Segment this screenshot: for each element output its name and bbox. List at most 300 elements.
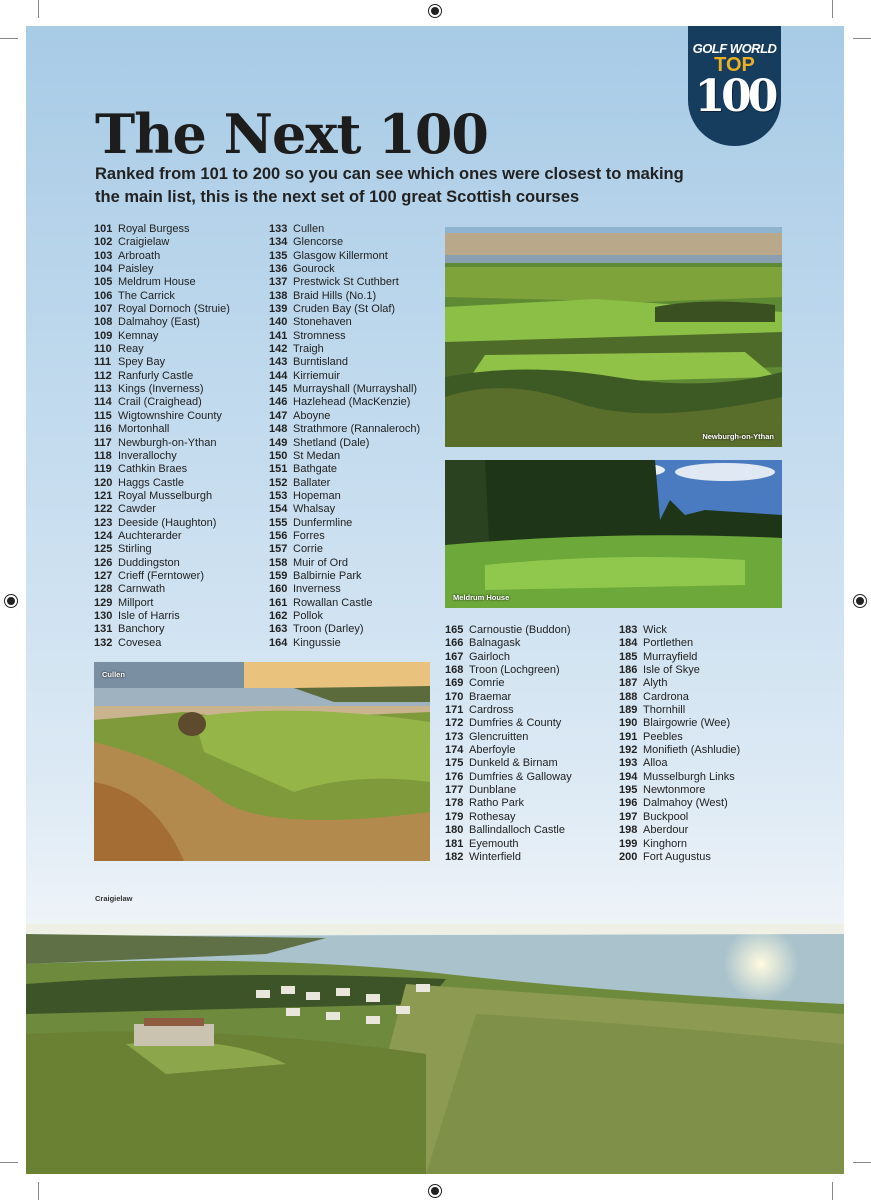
ranking-item xyxy=(445,811,572,824)
course-name: Rowallan Castle xyxy=(293,596,373,609)
ranking-list-101-132 xyxy=(94,223,230,650)
ranking-item xyxy=(445,731,572,744)
course-name: Portlethen xyxy=(643,637,694,650)
course-name: Muir of Ord xyxy=(293,556,349,569)
ranking-item xyxy=(269,517,420,530)
course-name: Braemar xyxy=(469,690,512,703)
ranking-number: 197 xyxy=(619,810,638,823)
ranking-number: 129 xyxy=(94,596,113,609)
ranking-number: 175 xyxy=(445,757,464,770)
ranking-number: 199 xyxy=(619,837,638,850)
ranking-number: 178 xyxy=(445,797,464,810)
ranking-item xyxy=(269,543,420,556)
course-name: Troon (Lochgreen) xyxy=(469,664,560,677)
ranking-number: 143 xyxy=(269,356,288,369)
ranking-number: 107 xyxy=(94,303,113,316)
ranking-number: 141 xyxy=(269,329,288,342)
course-name: Murrayfield xyxy=(643,650,698,663)
ranking-number: 111 xyxy=(94,356,112,369)
course-name: Reay xyxy=(118,343,144,356)
ranking-number: 103 xyxy=(94,249,113,262)
ranking-item xyxy=(269,437,420,450)
ranking-item xyxy=(269,477,420,490)
ranking-item xyxy=(269,463,420,476)
ranking-number: 153 xyxy=(269,489,288,502)
course-name: Royal Dornoch (Struie) xyxy=(118,303,230,316)
ranking-number: 191 xyxy=(619,730,638,743)
course-name: Gairloch xyxy=(469,650,510,663)
registration-mark xyxy=(428,4,442,18)
course-name: Newburgh-on-Ythan xyxy=(118,436,217,449)
ranking-number: 102 xyxy=(94,236,113,249)
ranking-number: 167 xyxy=(445,650,464,663)
ranking-item xyxy=(94,570,230,583)
ranking-number: 200 xyxy=(619,850,638,863)
course-name: Inverness xyxy=(293,583,341,596)
ranking-number: 179 xyxy=(445,810,464,823)
course-name: Royal Burgess xyxy=(118,223,190,235)
course-name: Dunblane xyxy=(469,784,517,797)
course-name: Newtonmore xyxy=(643,784,706,797)
course-name: Covesea xyxy=(118,636,162,649)
crop-mark xyxy=(853,1162,871,1163)
course-name: Cardrona xyxy=(643,690,689,703)
ranking-number: 196 xyxy=(619,797,638,810)
ranking-item xyxy=(269,410,420,423)
photo-caption: Cullen xyxy=(102,670,125,679)
ranking-item xyxy=(94,437,230,450)
course-name: Royal Musselburgh xyxy=(118,489,213,502)
ranking-number: 124 xyxy=(94,529,113,542)
ranking-number: 181 xyxy=(445,837,464,850)
ranking-item xyxy=(94,583,230,596)
ranking-item xyxy=(619,664,740,677)
ranking-number: 162 xyxy=(269,609,288,622)
ranking-number: 166 xyxy=(445,637,464,650)
registration-mark xyxy=(853,594,867,608)
course-name: Gourock xyxy=(293,263,335,276)
course-name: Alyth xyxy=(643,677,668,690)
course-name: Carnoustie (Buddon) xyxy=(469,624,571,636)
ranking-item xyxy=(269,303,420,316)
ranking-number: 110 xyxy=(94,343,112,356)
crop-mark xyxy=(0,1162,18,1163)
newburgh-photo xyxy=(445,227,782,447)
ranking-item xyxy=(619,651,740,664)
page-subtitle: Ranked from 101 to 200 so you can see which ones were closest to making the main list, this is the next set of 100 great Scottish courses xyxy=(95,165,684,206)
ranking-item xyxy=(269,570,420,583)
ranking-number: 184 xyxy=(619,637,638,650)
ranking-item xyxy=(619,838,740,851)
course-name: Comrie xyxy=(469,677,505,690)
ranking-list-165-182 xyxy=(445,624,572,864)
ranking-item xyxy=(445,704,572,717)
ranking-number: 177 xyxy=(445,784,464,797)
course-name: Troon (Darley) xyxy=(293,623,364,636)
ranking-number: 165 xyxy=(445,624,464,636)
ranking-number: 118 xyxy=(94,449,112,462)
ranking-number: 193 xyxy=(619,757,638,770)
ranking-item xyxy=(94,530,230,543)
ranking-item xyxy=(619,824,740,837)
ranking-item xyxy=(269,597,420,610)
ranking-number: 189 xyxy=(619,704,638,717)
ranking-item xyxy=(445,624,572,637)
ranking-item xyxy=(94,223,230,236)
course-name: Millport xyxy=(118,596,154,609)
meldrum-photo xyxy=(445,460,782,608)
course-name: Ballindalloch Castle xyxy=(469,824,565,837)
ranking-item xyxy=(94,597,230,610)
ranking-item xyxy=(445,757,572,770)
course-name: Carnwath xyxy=(118,583,166,596)
ranking-item xyxy=(269,276,420,289)
ranking-number: 121 xyxy=(94,489,113,502)
ranking-number: 135 xyxy=(269,249,288,262)
ranking-item xyxy=(94,383,230,396)
ranking-number: 131 xyxy=(94,623,113,636)
ranking-number: 198 xyxy=(619,824,638,837)
course-name: Balnagask xyxy=(469,637,521,650)
crop-mark xyxy=(832,0,833,18)
ranking-number: 150 xyxy=(269,449,288,462)
registration-mark xyxy=(428,1184,442,1198)
badge-top: TOP xyxy=(714,54,755,76)
course-name: Banchory xyxy=(118,623,165,636)
ranking-number: 187 xyxy=(619,677,638,690)
course-name: Prestwick St Cuthbert xyxy=(293,276,399,289)
course-name: Dalmahoy (West) xyxy=(643,797,728,810)
ranking-number: 169 xyxy=(445,677,464,690)
ranking-item xyxy=(619,851,740,864)
ranking-item xyxy=(445,797,572,810)
course-name: Cardross xyxy=(469,704,514,717)
ranking-item xyxy=(445,691,572,704)
course-name: Mortonhall xyxy=(118,423,170,436)
ranking-item xyxy=(269,316,420,329)
ranking-number: 144 xyxy=(269,369,288,382)
ranking-number: 123 xyxy=(94,516,113,529)
ranking-number: 134 xyxy=(269,236,288,249)
course-name: Stromness xyxy=(293,329,346,342)
ranking-number: 168 xyxy=(445,664,464,677)
craigielaw-photo xyxy=(26,924,844,1174)
ranking-number: 130 xyxy=(94,609,113,622)
course-name: Isle of Harris xyxy=(118,609,180,622)
ranking-item xyxy=(94,250,230,263)
ranking-number: 183 xyxy=(619,624,638,636)
registration-mark xyxy=(4,594,18,608)
ranking-item xyxy=(269,236,420,249)
ranking-number: 117 xyxy=(94,436,112,449)
course-name: Haggs Castle xyxy=(118,476,185,489)
course-name: Duddingston xyxy=(118,556,180,569)
ranking-item xyxy=(269,503,420,516)
course-name: Dalmahoy (East) xyxy=(118,316,200,329)
course-name: Aberdour xyxy=(643,824,689,837)
course-name: Ballater xyxy=(293,476,331,489)
ranking-number: 163 xyxy=(269,623,288,636)
course-name: Aboyne xyxy=(293,409,331,422)
magazine-page xyxy=(26,26,844,1174)
ranking-item xyxy=(445,637,572,650)
ranking-number: 171 xyxy=(445,704,464,717)
ranking-item xyxy=(445,771,572,784)
ranking-number: 173 xyxy=(445,730,464,743)
ranking-item xyxy=(445,838,572,851)
ranking-number: 146 xyxy=(269,396,288,409)
ranking-number: 158 xyxy=(269,556,288,569)
ranking-item xyxy=(445,717,572,730)
ranking-number: 157 xyxy=(269,543,288,556)
ranking-item xyxy=(619,677,740,690)
course-name: Shetland (Dale) xyxy=(293,436,370,449)
course-name: Bathgate xyxy=(293,463,338,476)
ranking-item xyxy=(94,290,230,303)
ranking-number: 122 xyxy=(94,503,113,516)
ranking-number: 185 xyxy=(619,650,638,663)
course-name: Whalsay xyxy=(293,503,336,516)
ranking-number: 159 xyxy=(269,569,288,582)
course-name: Spey Bay xyxy=(118,356,166,369)
ranking-number: 154 xyxy=(269,503,288,516)
ranking-item xyxy=(269,383,420,396)
course-name: Kings (Inverness) xyxy=(118,383,204,396)
ranking-number: 139 xyxy=(269,303,288,316)
course-name: Hopeman xyxy=(293,489,341,502)
ranking-item xyxy=(269,450,420,463)
crop-mark xyxy=(832,1182,833,1200)
ranking-item xyxy=(94,316,230,329)
course-name: Deeside (Haughton) xyxy=(118,516,217,529)
course-name: Ratho Park xyxy=(469,797,525,810)
ranking-item xyxy=(445,677,572,690)
ranking-item xyxy=(94,623,230,636)
course-name: Paisley xyxy=(118,263,154,276)
ranking-item xyxy=(269,637,420,650)
ranking-number: 137 xyxy=(269,276,288,289)
ranking-number: 109 xyxy=(94,329,113,342)
ranking-item xyxy=(94,303,230,316)
photo-caption: Meldrum House xyxy=(453,593,510,602)
ranking-item xyxy=(94,637,230,650)
ranking-item xyxy=(94,396,230,409)
ranking-number: 140 xyxy=(269,316,288,329)
course-name: Monifieth (Ashludie) xyxy=(643,744,741,757)
ranking-item xyxy=(94,343,230,356)
ranking-number: 114 xyxy=(94,396,112,409)
top-100-badge xyxy=(688,26,781,146)
course-name: Craigielaw xyxy=(118,236,170,249)
ranking-item xyxy=(269,583,420,596)
course-name: Dumfries & County xyxy=(469,717,562,730)
course-name: Ranfurly Castle xyxy=(118,369,194,382)
ranking-item xyxy=(619,717,740,730)
course-name: Glencruitten xyxy=(469,730,529,743)
ranking-number: 161 xyxy=(269,596,288,609)
course-name: Musselburgh Links xyxy=(643,770,735,783)
course-name: Peebles xyxy=(643,730,683,743)
ranking-item xyxy=(445,851,572,864)
course-name: Corrie xyxy=(293,543,323,556)
course-name: Forres xyxy=(293,529,325,542)
ranking-number: 160 xyxy=(269,583,288,596)
ranking-number: 170 xyxy=(445,690,464,703)
ranking-number: 194 xyxy=(619,770,638,783)
ranking-item xyxy=(269,530,420,543)
ranking-number: 164 xyxy=(269,636,288,649)
course-name: Kirriemuir xyxy=(293,369,341,382)
ranking-number: 195 xyxy=(619,784,638,797)
course-name: Buckpool xyxy=(643,810,689,823)
ranking-number: 151 xyxy=(269,463,288,476)
ranking-number: 148 xyxy=(269,423,288,436)
course-name: Winterfield xyxy=(469,850,521,863)
course-name: Cruden Bay (St Olaf) xyxy=(293,303,396,316)
course-name: Kingussie xyxy=(293,636,341,649)
course-name: Fort Augustus xyxy=(643,850,711,863)
ranking-item xyxy=(269,396,420,409)
course-name: Isle of Skye xyxy=(643,664,700,677)
ranking-item xyxy=(619,784,740,797)
ranking-number: 147 xyxy=(269,409,288,422)
ranking-item xyxy=(269,290,420,303)
ranking-item xyxy=(445,664,572,677)
ranking-item xyxy=(94,463,230,476)
course-name: Hazlehead (MacKenzie) xyxy=(293,396,411,409)
ranking-number: 116 xyxy=(94,423,112,436)
crop-mark xyxy=(38,0,39,18)
ranking-number: 145 xyxy=(269,383,288,396)
course-name: Rothesay xyxy=(469,810,516,823)
ranking-number: 136 xyxy=(269,263,288,276)
course-name: Braid Hills (No.1) xyxy=(293,289,377,302)
ranking-number: 133 xyxy=(269,223,288,235)
course-name: Cathkin Braes xyxy=(118,463,188,476)
crop-mark xyxy=(0,38,18,39)
ranking-number: 104 xyxy=(94,263,113,276)
course-name: Dunfermline xyxy=(293,516,353,529)
ranking-item xyxy=(445,744,572,757)
ranking-number: 113 xyxy=(94,383,112,396)
ranking-item xyxy=(94,490,230,503)
ranking-number: 180 xyxy=(445,824,464,837)
ranking-item xyxy=(269,623,420,636)
ranking-number: 192 xyxy=(619,744,638,757)
ranking-item xyxy=(269,250,420,263)
ranking-number: 101 xyxy=(94,223,113,235)
ranking-item xyxy=(619,771,740,784)
ranking-number: 106 xyxy=(94,289,113,302)
ranking-number: 112 xyxy=(94,369,112,382)
course-name: Balbirnie Park xyxy=(293,569,362,582)
course-name: Thornhill xyxy=(643,704,686,717)
badge-number: 100 xyxy=(694,71,775,122)
ranking-item xyxy=(94,423,230,436)
photo-caption-craigielaw: Craigielaw xyxy=(95,894,133,903)
ranking-number: 152 xyxy=(269,476,288,489)
ranking-item xyxy=(269,343,420,356)
ranking-item xyxy=(269,423,420,436)
ranking-item xyxy=(619,744,740,757)
ranking-item xyxy=(619,731,740,744)
ranking-item xyxy=(94,236,230,249)
ranking-item xyxy=(619,797,740,810)
ranking-number: 174 xyxy=(445,744,464,757)
course-name: Arbroath xyxy=(118,249,161,262)
badge-brand: GOLF WORLD xyxy=(692,41,777,56)
cullen-photo xyxy=(94,662,430,861)
ranking-item xyxy=(269,610,420,623)
ranking-number: 142 xyxy=(269,343,288,356)
ranking-number: 188 xyxy=(619,690,638,703)
course-name: The Carrick xyxy=(118,289,175,302)
ranking-item xyxy=(94,517,230,530)
photo-caption: Newburgh-on-Ythan xyxy=(702,432,774,441)
course-name: Traigh xyxy=(293,343,324,356)
ranking-item xyxy=(94,450,230,463)
course-name: Burntisland xyxy=(293,356,349,369)
course-name: Aberfoyle xyxy=(469,744,516,757)
ranking-item xyxy=(445,651,572,664)
ranking-number: 105 xyxy=(94,276,113,289)
course-name: Kinghorn xyxy=(643,837,688,850)
ranking-item xyxy=(269,490,420,503)
crop-mark xyxy=(38,1182,39,1200)
ranking-item xyxy=(269,223,420,236)
course-name: Kemnay xyxy=(118,329,159,342)
course-name: Wigtownshire County xyxy=(118,409,222,422)
ranking-number: 182 xyxy=(445,850,464,863)
page-title: The Next 100 xyxy=(95,102,488,166)
ranking-item xyxy=(619,624,740,637)
ranking-item xyxy=(94,477,230,490)
course-name: Glencorse xyxy=(293,236,344,249)
ranking-number: 108 xyxy=(94,316,113,329)
ranking-number: 120 xyxy=(94,476,113,489)
ranking-item xyxy=(94,410,230,423)
ranking-item xyxy=(94,276,230,289)
ranking-item xyxy=(269,356,420,369)
ranking-number: 186 xyxy=(619,664,638,677)
course-name: Dumfries & Galloway xyxy=(469,770,572,783)
course-name: Meldrum House xyxy=(118,276,196,289)
ranking-item xyxy=(94,370,230,383)
ranking-item xyxy=(94,503,230,516)
ranking-item xyxy=(94,263,230,276)
ranking-item xyxy=(619,637,740,650)
ranking-number: 156 xyxy=(269,529,288,542)
ranking-number: 149 xyxy=(269,436,288,449)
crop-mark xyxy=(853,38,871,39)
course-name: Cullen xyxy=(293,223,325,235)
course-name: Strathmore (Rannaleroch) xyxy=(293,423,421,436)
course-name: Stonehaven xyxy=(293,316,352,329)
ranking-item xyxy=(269,263,420,276)
ranking-item xyxy=(94,557,230,570)
course-name: Stirling xyxy=(118,543,152,556)
course-name: Murrayshall (Murrayshall) xyxy=(293,383,418,396)
ranking-item xyxy=(269,330,420,343)
course-name: Blairgowrie (Wee) xyxy=(643,717,731,730)
course-name: Eyemouth xyxy=(469,837,519,850)
ranking-item xyxy=(94,356,230,369)
ranking-number: 126 xyxy=(94,556,113,569)
ranking-item xyxy=(94,330,230,343)
course-name: Pollok xyxy=(293,609,323,622)
ranking-number: 119 xyxy=(94,463,112,476)
ranking-item xyxy=(619,811,740,824)
